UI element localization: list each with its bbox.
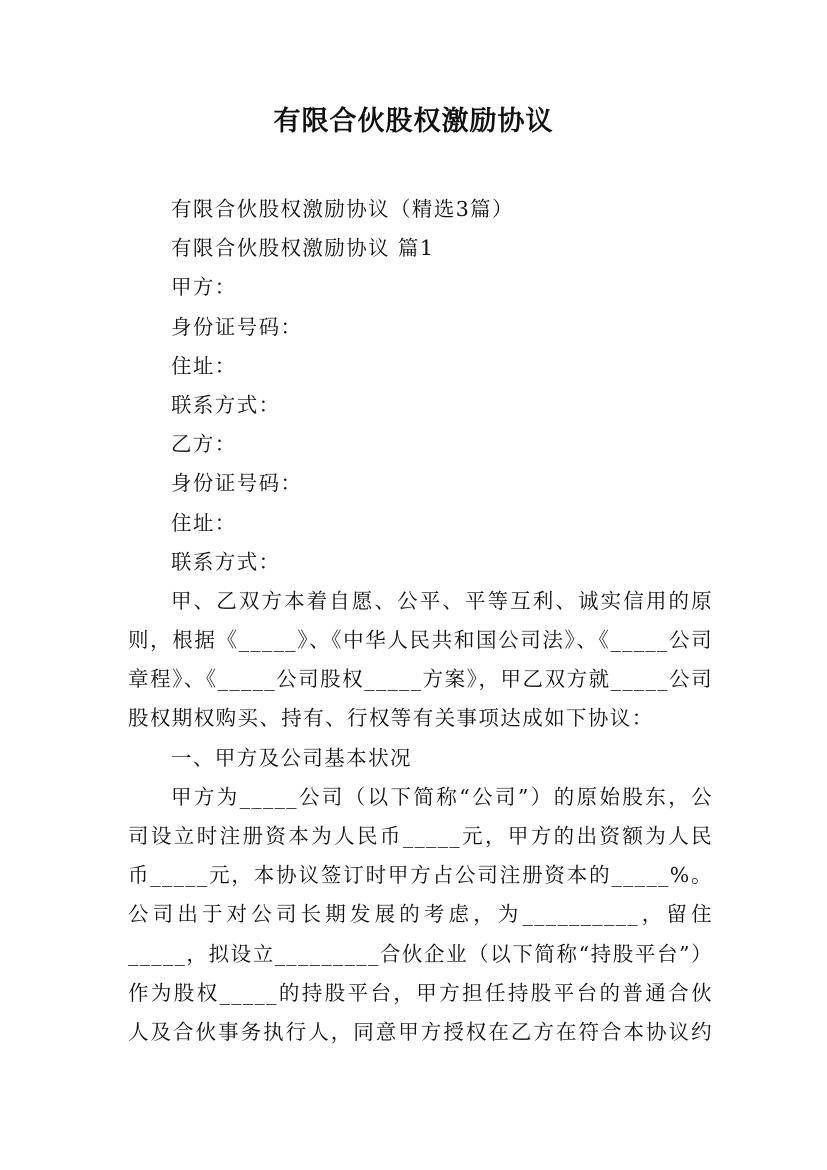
paragraph-line: 币_____元，本协议签订时甲方占公司注册资本的_____%。 [128,863,713,888]
party-b-contact-label: 联系方式： [171,549,281,574]
document-title: 有限合伙股权激励协议 [273,106,554,137]
party-b-address-label: 住址： [171,510,237,535]
paragraph-line: 作为股权_____的持股平台，甲方担任持股平台的普通合伙 [128,980,713,1005]
party-a-contact-label: 联系方式： [171,392,281,417]
paragraph-line: 公司出于对公司长期发展的考虑，为__________，留住 [128,902,713,927]
document-body [128,190,713,1052]
paragraph-line: 章程》、《_____公司股权_____方案》，甲乙双方就_____公司 [128,667,713,692]
paragraph-line: 则，根据《_____》、《中华人民共和国公司法》、《_____公司 [128,628,713,653]
section-1-heading: 一、甲方及公司基本状况 [171,745,412,770]
paragraph-line: 甲、乙双方本着自愿、公平、平等互利、诚实信用的原 [171,588,713,613]
paragraph-line: _____，拟设立_________合伙企业（以下简称“持股平台”） [128,941,713,966]
paragraph-line: 司设立时注册资本为人民币_____元，甲方的出资额为人民 [128,824,713,848]
party-a-label: 甲方： [171,275,237,300]
section-1-paragraph [128,778,713,1052]
section-heading-part-1: 有限合伙股权激励协议 篇1 [171,236,435,261]
party-b-id-label: 身份证号码： [171,471,303,496]
paragraph-line: 甲方为_____公司（以下简称“公司”）的原始股东，公 [171,784,713,809]
party-b-label: 乙方： [171,432,237,457]
party-a-id-label: 身份证号码： [171,314,303,339]
paragraph-line: 人及合伙事务执行人，同意甲方授权在乙方在符合本协议约 [128,1019,713,1044]
paragraph-line: 股权期权购买、持有、行权等有关事项达成如下协议： [128,706,654,731]
preamble-paragraph [128,582,713,739]
subtitle-line: 有限合伙股权激励协议（精选3篇） [171,197,514,221]
party-a-address-label: 住址： [171,353,237,378]
